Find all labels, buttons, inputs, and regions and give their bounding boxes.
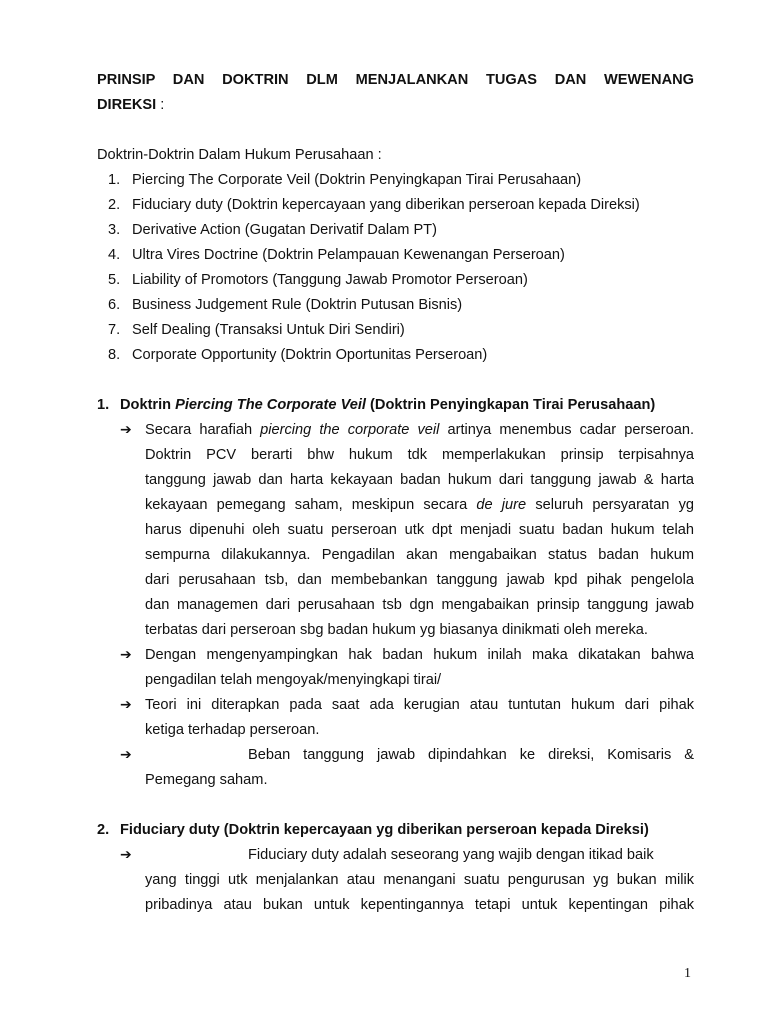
arrow-icon: ➔ bbox=[120, 847, 132, 863]
arrow-icon: ➔ bbox=[120, 647, 132, 663]
arrow-icon: ➔ bbox=[120, 697, 132, 713]
document-title-line2 bbox=[97, 93, 694, 118]
title-colon: : bbox=[156, 97, 165, 113]
section-1-paragraph-4: Beban tanggung jawab dipindahkan ke direksi, Komisaris & Pemegang saham. bbox=[145, 747, 694, 788]
page-number: 1 bbox=[684, 966, 691, 981]
section-1-heading: 1. Doktrin Piercing The Corporate Veil (Doktrin Penyingkapan Tirai Perusahaan) bbox=[97, 397, 656, 413]
document-page: PRINSIP DAN DOKTRIN DLM MENJALANKAN TUGAS DAN WEWENANG DIREKSI : Doktrin-Doktrin Dalam Hukum Perusahaan : 1. Piercing The Corporate Veil (Doktrin Penyingkapan Tirai Perusahaan) 2. Fiduciary duty (Doktrin kepercayaan yang diberikan perseroan kepada Direksi) 3. Derivative Action (Gugatan Derivatif Dalam PT) 4. Ultra Vires Doctrine (Doktrin Pelampauan Kewenangan Perseroan) 5. Liability of Promotors (Tanggung Jawab Promotor Perseroan) 6. Business Judgement Rule (Doktrin Putusan Bisnis) 7. Self Dealing (Transaksi Untuk Diri Sendiri) 8. Corporate Opportunity (Doktrin Oportunitas Perseroan) 1. Doktrin Piercing The Corporate Veil (Doktrin Penyingkapan Tirai Perusahaan) ➔ Secara harafiah piercing the corporate veil artinya menembus cadar perseroan. Doktrin PCV berarti bhw hukum tdk memperlakukan prinsip terpisahnya tanggung jawab dan harta kekayaan badan hukum dari tanggung jawab & harta kekayaan pemegang saham, meskipun secara de jure seluruh persyaratan yg harus dipenuhi oleh suatu perseroan utk dpt menjadi suatu badan hukum telah sempurna dilakukannya. Pengadilan akan mengabaikan status badan hukum dari perusahaan tsb, dan membebankan tanggung jawab kpd pihak pengelola dan managemen dari perusahaan tsb dgn mengabaikan prinsip tanggung jawab terbatas dari perseroan sbg badan hukum yg biasanya dinikmati oleh mereka. ➔ Dengan mengenyampingkan hak badan hukum inilah maka dikatakan bahwa pengadilan telah mengoyak/menyingkapi tirai/ ➔ Teori ini diterapkan pada saat ada kerugian atau tuntutan hukum dari pihak ketiga terhadap perseroan. ➔ Beban tanggung jawab dipindahkan ke direksi, Komisaris & Pemegang saham. 2. Fiduciary duty (Doktrin kepercayaan yg diberikan perseroan kepada Direksi) ➔ Fiduciary duty adalah seseorang yang wajib dengan itikad baik yang tinggi utk menjalankan atau menangani suatu pengurusan yg bukan milik pribadinya atau bukan untuk kepentingannya tetapi untuk kepentingan pihak 1 bbox=[0, 0, 768, 1024]
section-1-paragraph-3: Teori ini diterapkan pada saat ada kerugian atau tuntutan hukum dari pihak ketiga terhadap perseroan. bbox=[145, 697, 694, 738]
intro-heading: Doktrin-Doktrin Dalam Hukum Perusahaan : bbox=[97, 147, 382, 163]
arrow-icon: ➔ bbox=[120, 747, 132, 763]
section-1-paragraph-1: Secara harafiah piercing the corporate veil artinya menembus cadar perseroan. Doktrin PCV berarti bhw hukum tdk memperlakukan prinsip terpisahnya tanggung jawab dan harta kekayaan badan hukum dari tanggung jawab & harta kekayaan pemegang saham, meskipun secara de jure seluruh persyaratan yg harus dipenuhi oleh suatu perseroan utk dpt menjadi suatu badan hukum telah sempurna dilakukannya. Pengadilan akan mengabaikan status badan hukum dari perusahaan tsb, dan membebankan tanggung jawab kpd pihak pengelola dan managemen dari perusahaan tsb dgn mengabaikan prinsip tanggung jawab terbatas dari perseroan sbg badan hukum yg biasanya dinikmati oleh mereka. bbox=[145, 422, 694, 638]
arrow-icon: ➔ bbox=[120, 422, 132, 438]
section-2-paragraph-1: Fiduciary duty adalah seseorang yang wajib dengan itikad baik yang tinggi utk menjalankan atau menangani suatu pengurusan yg bukan milik pribadinya atau bukan untuk kepentingannya tetapi untuk kepentingan pihak bbox=[145, 847, 694, 913]
section-1-paragraph-2: Dengan mengenyampingkan hak badan hukum inilah maka dikatakan bahwa pengadilan telah mengoyak/menyingkapi tirai/ bbox=[145, 647, 694, 688]
section-2-heading: 2. Fiduciary duty (Doktrin kepercayaan yg diberikan perseroan kepada Direksi) bbox=[97, 822, 649, 838]
document-title: PRINSIP DAN DOKTRIN DLM MENJALANKAN TUGAS DAN WEWENANG bbox=[97, 72, 694, 88]
title-direksi: DIREKSI bbox=[97, 97, 157, 113]
